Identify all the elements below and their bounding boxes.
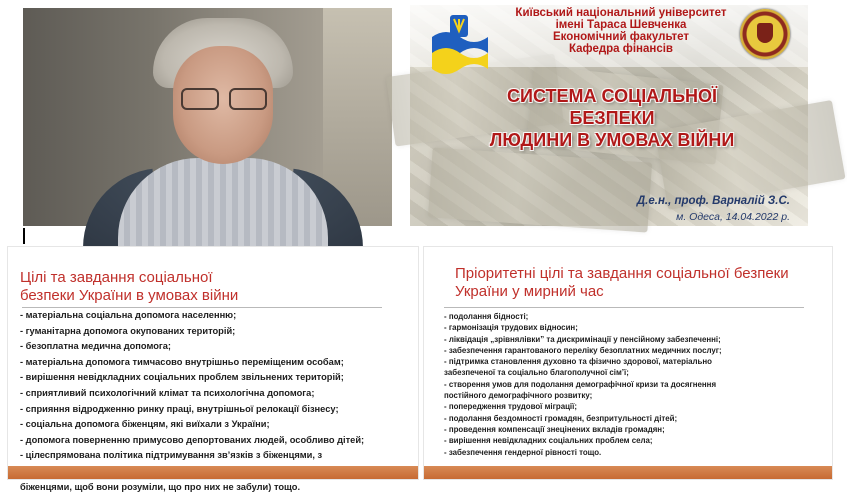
department-line: Кафедра фінансів: [569, 43, 673, 55]
university-line: Київський національний університет: [515, 7, 727, 19]
faculty-line: Економічний факультет: [552, 31, 690, 43]
university-emblem-icon: [740, 9, 790, 59]
list-item: - гуманітарна допомога окупованих територій;: [20, 325, 236, 336]
speaker-glasses: [181, 88, 267, 108]
title-line: ЛЮДИНИ В УМОВАХ ВІЙНИ: [489, 130, 735, 150]
title-slide[interactable]: [410, 5, 808, 226]
list-item: - допомога поверненню примусово депортованих людей, особливо дітей;: [20, 434, 365, 445]
ukraine-flag-icon: [428, 13, 490, 75]
list-item: - створення умов для подолання демографічної кризи та досягнення: [444, 379, 717, 389]
list-item: - підтримка становлення духовно та фізично здорової, матеріально: [444, 357, 712, 367]
university-header: [506, 7, 736, 55]
text-cursor: [23, 228, 25, 244]
list-item: - забезпечення гендерної рівності тощо.: [444, 447, 602, 457]
list-item: - цілеспрямована політика підтримування зв’язків з біженцями, з: [20, 450, 323, 461]
list-item: - вирішення невідкладних соціальних проблем звільнених територій;: [20, 372, 344, 383]
heading-line: Пріоритетні цілі та завдання соціальної безпеки: [455, 265, 789, 282]
list-item: - матеріальна допомога тимчасово внутрішньо переміщеним особам;: [20, 356, 344, 367]
list-item: - проведення компенсації знецінених вкладів громадян;: [444, 424, 665, 434]
divider: [444, 307, 804, 308]
slide-footer-bar: [8, 466, 418, 479]
list-item: - соціальна допомога біженцям, які виїхали з України;: [20, 419, 270, 430]
list-item: біженцями, щоб вони розуміли, що про них не забули) тощо.: [20, 481, 301, 492]
list-item: - сприятливий психологічний клімат та психологічна допомога;: [20, 387, 315, 398]
speaker-video-tile[interactable]: [23, 8, 392, 226]
list-item: - матеріальна соціальна допомога населенню;: [20, 310, 237, 320]
place-date-label: м. Одеса, 14.04.2022 р.: [676, 211, 790, 223]
list-item: - безоплатна медична допомога;: [20, 341, 172, 352]
peacetime-goals-slide[interactable]: [424, 247, 832, 479]
heading-line: безпеки України в умовах війни: [20, 287, 239, 304]
list-item: постійного демографічного розвитку;: [444, 391, 593, 401]
list-item: - вирішення невідкладних соціальних проблем села;: [444, 436, 653, 446]
list-item: - гармонізація трудових відносин;: [444, 323, 578, 333]
presentation-title: [462, 85, 762, 151]
wartime-goals-slide[interactable]: [8, 247, 418, 492]
slide-footer-bar: [424, 466, 832, 479]
author-label: Д.е.н., проф. Варналій З.С.: [636, 195, 790, 207]
university-line: імені Тараса Шевченка: [555, 19, 687, 31]
goals-list: [444, 311, 722, 458]
slide-heading: [20, 269, 238, 305]
list-item: - подолання бідності;: [444, 312, 529, 321]
list-item: забезпеченої та соціально благополучної сім’ї;: [444, 368, 629, 378]
banknote-decoration: [428, 147, 652, 232]
heading-line: Цілі та завдання соціальної: [20, 269, 213, 286]
list-item: - ліквідація „зрівнялівки” та дискримінації у пенсійному забезпеченні;: [444, 334, 721, 344]
list-item: - сприяння відродженню ринку праці, внутрішньої релокації бізнесу;: [20, 403, 339, 414]
title-line: СИСТЕМА СОЦІАЛЬНОЇ БЕЗПЕКИ: [507, 86, 717, 128]
list-item: - забезпечення гарантованого переліку безоплатних медичних послуг;: [444, 345, 722, 355]
list-item: - подолання бездомності громадян, безпритульності дітей;: [444, 413, 678, 423]
heading-line: України у мирний час: [455, 283, 604, 300]
list-item: - попередження трудової міграції;: [444, 402, 577, 412]
slide-heading: [455, 265, 789, 301]
